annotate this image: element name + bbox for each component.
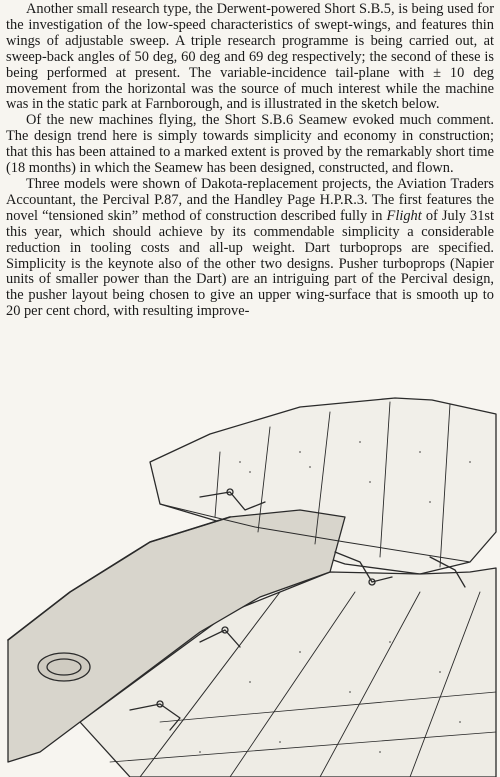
inspection-panel	[38, 653, 90, 681]
paragraph-dakota	[6, 177, 494, 320]
article-text	[6, 2, 494, 320]
paragraph-seamew: Of the new machines flying, the Short S.B.6 Seamew evoked much comment. The design trend here is simply towards simplicity and economy in construction; that this has been attained to a marked extent is proved by the remarkably short time (18 months) in which the Seamew has been designed, constructed, and flown.	[6, 112, 494, 177]
dakota-text-before: Three models were shown of Dakota-replacement projects, the Aviation Traders Accountant, the Percival P.87, and the Handley Page H.P.R.3. The first features the novel “tensioned skin” method of construction described fully in	[6, 175, 494, 224]
paragraph-sb5: Another small research type, the Derwent-powered Short S.B.5, is being used for the investigation of the low-speed characteristics of swept-wings, and features thin wings of adjustable sweep. A triple research programme is being carried out, at sweep-back angles of 50 deg, 60 deg and 69 deg respectively; the second of these is being performed at present. The variable-incidence tail-plane with ± 10 deg movement from the horizontal was the source of much interest while the machine was in the static park at Farnborough, and is illustrated in the sketch below.	[6, 1, 494, 113]
dakota-text-after: of July 31st this year, which should achieve by its commendable simplicity a considerable reduction in tooling costs and all-up weight. Dart turboprops are specified. Simplicity is the keynote also of the other two designs. Pusher turboprops (Napier units of smaller power than the Dart) are an intriguing part of the Percival design, the pusher layout being chosen to give an upper wing-surface that is smooth up to 20 per cent chord, with resulting improve-	[6, 207, 494, 320]
flight-magazine-title: Flight	[386, 207, 422, 224]
tailplane-sketch	[0, 392, 500, 777]
